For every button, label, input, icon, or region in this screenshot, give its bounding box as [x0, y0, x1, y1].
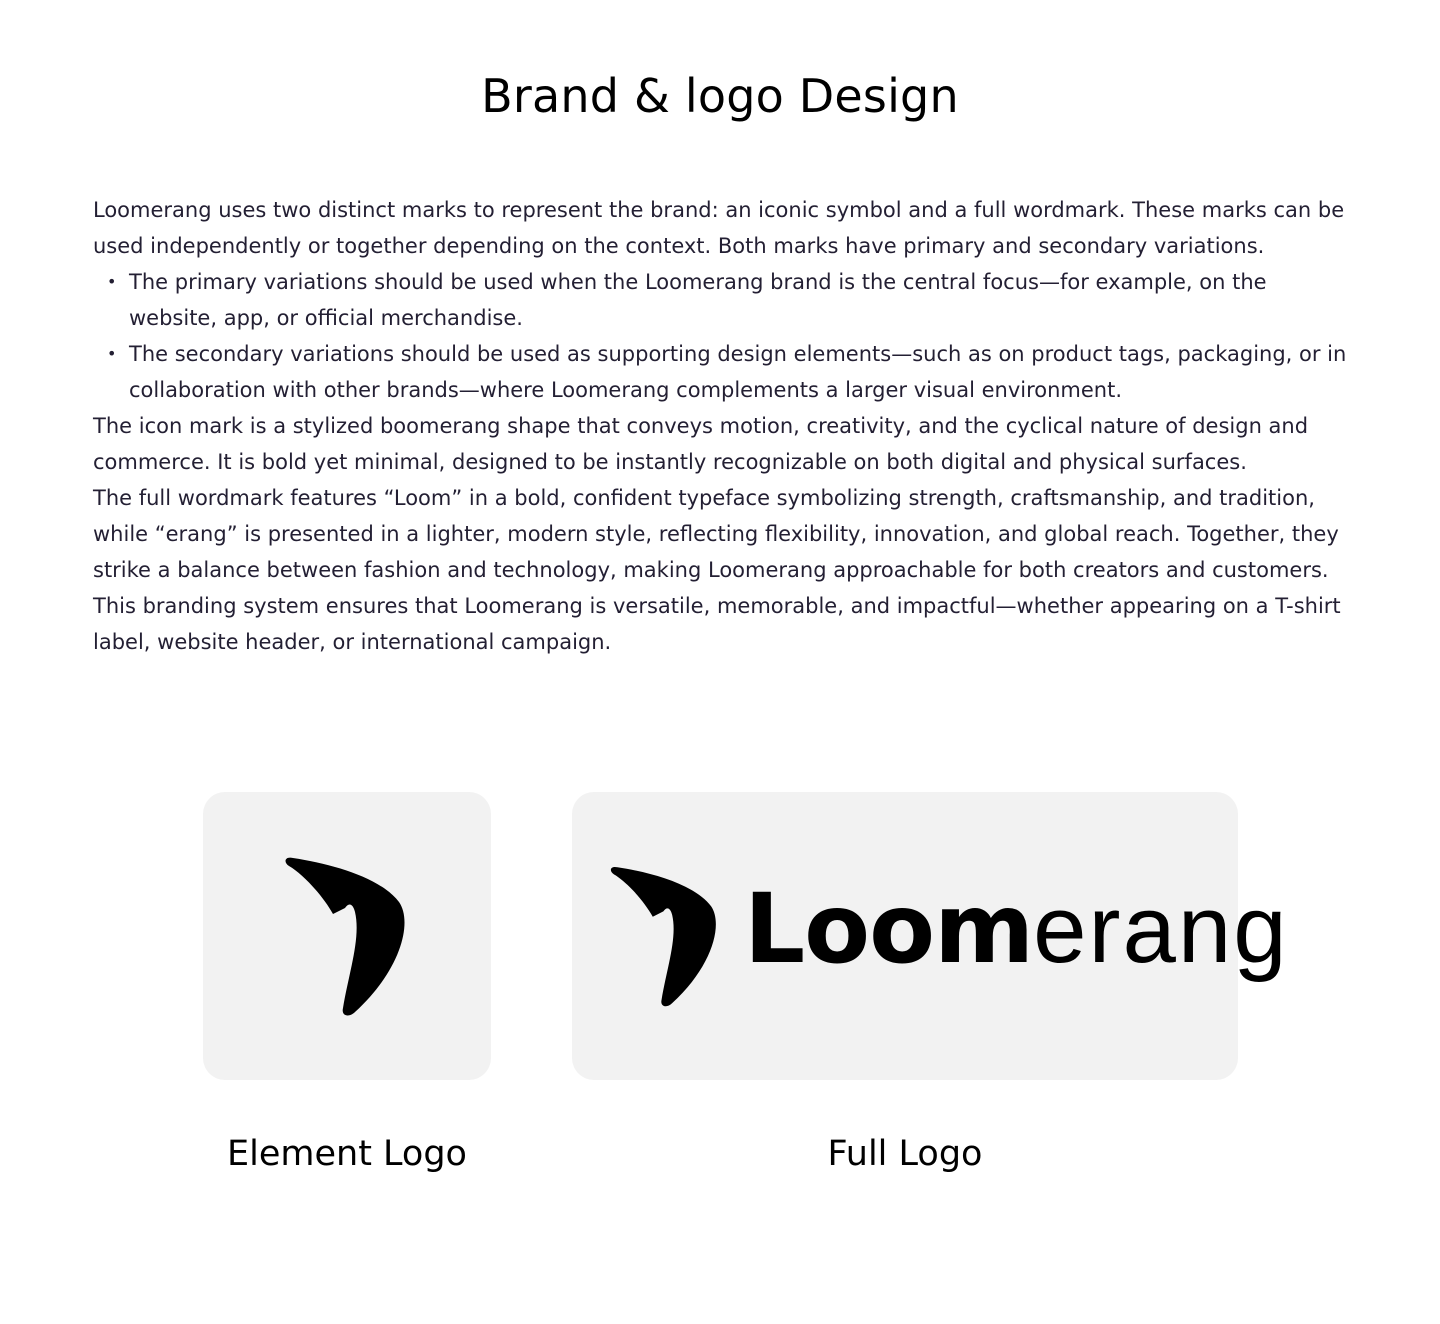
full-logo-caption: Full Logo [827, 1134, 983, 1174]
page-title: Brand & logo Design [481, 69, 959, 123]
element-logo-card [203, 792, 491, 1080]
list-item: • The secondary variations should be used as supporting design elements—such as on product tags, packaging, or in collaboration with other brands—where Loomerang complements a larger visual environment. [129, 336, 1355, 408]
boomerang-icon [606, 862, 726, 1012]
wordmark-bold: Loom [744, 873, 1034, 985]
closing-paragraph: This branding system ensures that Loomerang is versatile, memorable, and impactful—whether appearing on a T-shirt label, website header, or international campaign. [93, 594, 1341, 654]
list-item: • The primary variations should be used when the Loomerang brand is the central focus—for example, on the website, app, or official merchandise. [129, 264, 1355, 336]
wordmark [744, 874, 1289, 985]
element-logo-caption: Element Logo [227, 1134, 467, 1174]
boomerang-icon [283, 852, 413, 1022]
brand-description [93, 192, 1355, 660]
wordmark-paragraph: The full wordmark features “Loom” in a bold, confident typeface symbolizing strength, craftsmanship, and tradition, while “erang” is presented in a lighter, modern style, reflecting flexibility, innovation, and global reach. Together, they strike a balance between fashion and technology, making Loomerang approachable for both creators and customers. [93, 486, 1339, 582]
intro-paragraph: Loomerang uses two distinct marks to represent the brand: an iconic symbol and a full wordmark. These marks can be used independently or together depending on the context. Both marks have primary and secondary variations. [93, 198, 1345, 258]
full-logo-card [572, 792, 1289, 1080]
wordmark-light: erang [1033, 876, 1289, 983]
icon-mark-paragraph: The icon mark is a stylized boomerang shape that conveys motion, creativity, and the cyclical nature of design and commerce. It is bold yet minimal, designed to be instantly recognizable on both digital and physical surfaces. [93, 414, 1309, 474]
variations-list [93, 264, 1355, 408]
